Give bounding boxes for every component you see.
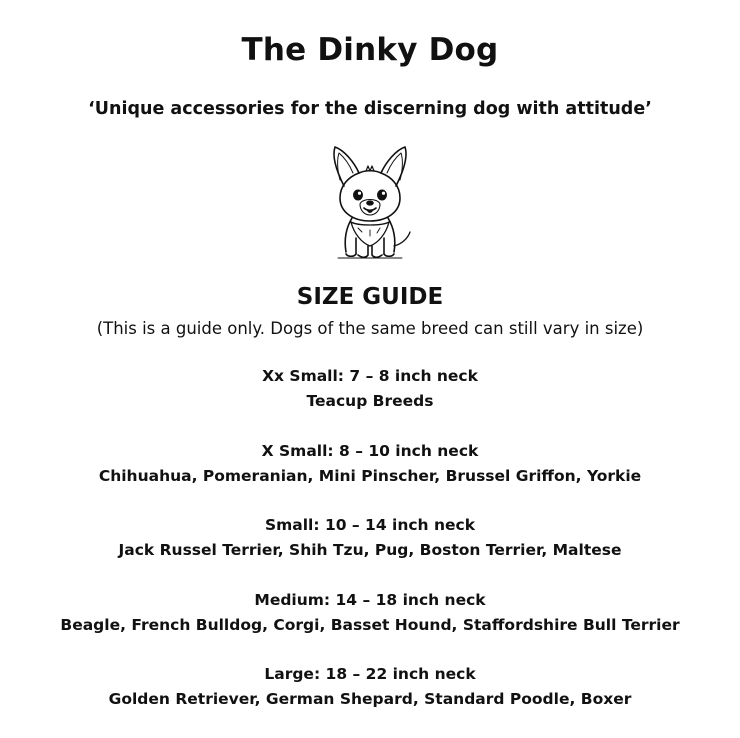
size-entry-large: [0, 663, 740, 738]
size-entry-small: [0, 514, 740, 589]
size-breeds: Chihuahua, Pomeranian, Mini Pinscher, Brussel Griffon, Yorkie: [98, 466, 642, 485]
size-entry-medium: [0, 589, 740, 664]
size-guide-heading: SIZE GUIDE: [296, 284, 444, 310]
size-label: Medium: 14 – 18 inch neck: [254, 590, 486, 609]
size-label: Small: 10 – 14 inch neck: [264, 516, 476, 534]
size-list: [0, 365, 740, 738]
size-entry-x-small: [0, 440, 740, 515]
size-guide-note: (This is a guide only. Dogs of the same breed can still vary in size): [96, 319, 644, 338]
size-label: X Small: 8 – 10 inch neck: [261, 441, 479, 460]
size-breeds: Teacup Breeds: [306, 392, 434, 410]
dog-illustration-icon: [320, 142, 420, 260]
tagline: ‘Unique accessories for the discerning dog with attitude’: [88, 99, 652, 119]
size-breeds: Jack Russel Terrier, Shih Tzu, Pug, Boston Terrier, Maltese: [118, 541, 622, 559]
page-title: The Dinky Dog: [241, 32, 499, 68]
size-label: Large: 18 – 22 inch neck: [264, 665, 476, 683]
size-breeds: Beagle, French Bulldog, Corgi, Basset Hound, Staffordshire Bull Terrier: [60, 615, 680, 634]
size-label: Xx Small: 7 – 8 inch neck: [262, 367, 478, 385]
size-entry-xx-small: [0, 365, 740, 440]
size-breeds: Golden Retriever, German Shepard, Standard Poodle, Boxer: [108, 690, 632, 708]
